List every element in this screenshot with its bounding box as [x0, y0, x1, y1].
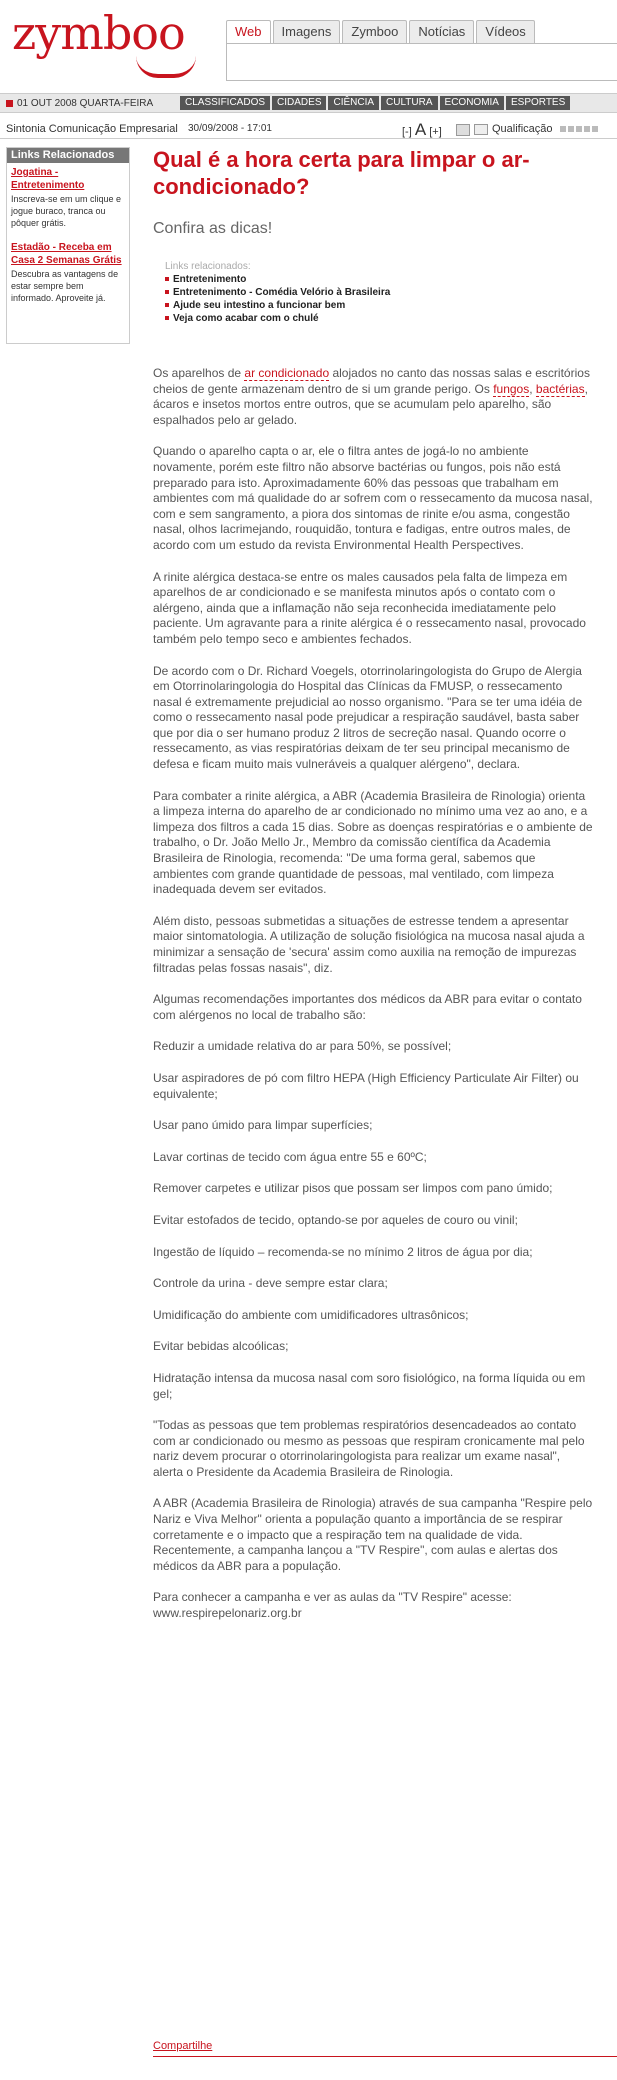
font-decrease-button[interactable]: [-]: [402, 126, 412, 138]
nav-item-cidades[interactable]: CIDADES: [272, 96, 326, 110]
article-paragraph: Para conhecer a campanha e ver as aulas da "TV Respire" acesse: www.respirepelonariz.org.br: [153, 1590, 512, 1621]
rating-star-icon[interactable]: [584, 126, 590, 132]
date-text: 01 OUT 2008 QUARTA-FEIRA: [17, 97, 154, 109]
tab-web[interactable]: Web: [226, 20, 271, 44]
bullet-icon: [6, 100, 13, 107]
nav-bar: [0, 93, 617, 113]
article-paragraph: Algumas recomendações importantes dos médicos da ABR para evitar o contato com alérgenos no local de trabalho são:: [153, 992, 582, 1022]
date-display: [0, 98, 180, 109]
text-span: , ácaros e insetos mortos entre outros, que se acumulam pelo aparelho, são espalhados pelo ar gelado.: [153, 381, 588, 427]
recommendation-item: Usar aspiradores de pó com filtro HEPA (High Efficiency Particulate Air Filter) ou equivalente;: [153, 1070, 579, 1101]
nav-item-cultura[interactable]: CULTURA: [381, 96, 437, 110]
nav-item-economia[interactable]: ECONOMIA: [440, 96, 504, 110]
article-paragraph: Para combater a rinite alérgica, a ABR (Academia Brasileira de Rinologia) orienta a limpeza interna do aparelho de ar condicionado no mínimo uma vez ao ano, e a limpeza dos filtros a cada 15 dias. Sobre as doenças respiratórias e o ambiente de trabalho, o Dr. João Mello Jr., Membro da comissão científica da Academia Brasileira de Rinologia, recomenda: "De uma forma geral, sabemos que ambientes com grande quantidade de pessoas, mal ventilado, com limpeza inadequada devem ser evitados.: [153, 788, 593, 897]
tab-imagens[interactable]: Imagens: [273, 20, 341, 43]
print-icon[interactable]: [456, 124, 470, 136]
font-size-controls: [402, 120, 442, 140]
article-paragraph: A rinite alérgica destaca-se entre os males causados pela falta de limpeza em aparelhos de ar condicionado e se manifesta minutos após o contato com o alérgeno, ainda que a inflamação não seja reconhecida imediatamente pelo paciente. Um agravante para a rinite alérgica é o ressecamento nasal, provocado também pelo tempo seco e ambientes fechados.: [153, 569, 586, 646]
recommendation-item: Ingestão de líquido – recomenda-se no mínimo 2 litros de água por dia;: [153, 1244, 533, 1259]
sidebar-header: Links Relacionados: [7, 148, 129, 163]
nav-item-ciencia[interactable]: CIÊNCIA: [328, 96, 379, 110]
nav-item-esportes[interactable]: ESPORTES: [506, 96, 570, 110]
tab-noticias[interactable]: Notícias: [409, 20, 474, 43]
article-paragraph: [153, 366, 593, 428]
sidebar-ad: [7, 238, 129, 304]
article-paragraph: Além disto, pessoas submetidas a situações de estresse tendem a apresentar maior sintomatologia. A utilização de solução fisiológica na mucosa nasal ajuda a minimizar a sensação de 'secura' assim como auxilia na remoção de impurezas filtradas pelas fossas nasais", diz.: [153, 913, 585, 975]
article-info-bar: [0, 120, 617, 139]
tab-zymboo[interactable]: Zymboo: [342, 20, 407, 43]
article-paragraph: A ABR (Academia Brasileira de Rinologia) através de sua campanha "Respire pelo Nariz e Viva Melhor" orienta a população quanto a importância de se respirar corretamente e o impacto que a respiração tem na qualidade de vida. Recentemente, a campanha lançou a "TV Respire", com aulas e alertas dos médicos da ABR para a população.: [153, 1496, 593, 1573]
rating-star-icon[interactable]: [568, 126, 574, 132]
nav-item-classificados[interactable]: CLASSIFICADOS: [180, 96, 270, 110]
keyword-link[interactable]: ar condicionado: [244, 366, 330, 380]
share-link[interactable]: Compartilhe: [153, 2040, 213, 2052]
font-size-icon: A: [414, 120, 427, 139]
text-span: ,: [529, 381, 536, 396]
text-span: Os aparelhos de: [153, 366, 245, 380]
recommendation-item: Reduzir a umidade relativa do ar para 50%, se possível;: [153, 1039, 452, 1054]
sidebar-ad-title[interactable]: Estadão - Receba em Casa 2 Semanas Grátis: [11, 242, 122, 266]
recommendation-item: Usar pano úmido para limpar superfícies;: [153, 1118, 373, 1133]
tab-videos[interactable]: Vídeos: [476, 20, 534, 43]
article-paragraph: "Todas as pessoas que tem problemas respiratórios desencadeados ao contato com ar condicionado ou mesmo as pessoas que respiram cronicamente mal pelo nariz devem procurar o otorrinolaringologista para realizar um exame nasal", alerta o Presidente da Academia Brasileira de Rinologia.: [153, 1418, 585, 1479]
article-timestamp: 30/09/2008 - 17:01: [188, 123, 272, 134]
article-paragraph: De acordo com o Dr. Richard Voegels, otorrinolaringologista do Grupo de Alergia em Otorrinolaringologia do Hospital das Clínicas da FMUSP, o ressecamento nasal é extremamente prejudicial ao nosso organismo. "Para se ter uma idéia de como o ressecamento nasal pode prejudicar a respiração saudável, basta saber que por dia o ser humano produz 2 litros de secreção nasal. Quando ocorre o ressecamento, as vias respiratórias deixam de ter seu principal mecanismo de defesa e ficam muito mais vulneráveis a qualquer alérgeno", declara.: [153, 663, 583, 772]
recommendation-item: Hidratação intensa da mucosa nasal com soro fisiológico, na forma líquida ou em gel;: [153, 1370, 586, 1401]
rating-stars[interactable]: [560, 126, 598, 132]
divider: [153, 2056, 617, 2057]
related-links-box: [165, 260, 390, 325]
email-icon[interactable]: [474, 124, 488, 135]
recommendation-item: Remover carpetes e utilizar pisos que possam ser limpos com pano úmido;: [153, 1181, 553, 1196]
keyword-link[interactable]: fungos: [493, 381, 530, 396]
related-links-label: Links relacionados:: [165, 261, 251, 272]
recommendation-item: Evitar estofados de tecido, optando-se por aqueles de couro ou vinil;: [153, 1212, 518, 1227]
recommendation-item: Lavar cortinas de tecido com água entre 55 e 60ºC;: [153, 1149, 427, 1164]
sidebar-ad-desc: Inscreva-se em um clique e jogue buraco, tranca ou pôquer grátis.: [11, 194, 122, 228]
related-link[interactable]: Veja como acabar com o chulé: [165, 312, 390, 325]
article-body: [153, 366, 593, 1622]
rating-star-icon[interactable]: [560, 126, 566, 132]
rating-star-icon[interactable]: [576, 126, 582, 132]
sidebar-ad-desc: Descubra as vantagens de estar sempre bem informado. Aproveite já.: [11, 269, 119, 303]
recommendation-item: Umidificação do ambiente com umidificadores ultrasônicos;: [153, 1307, 469, 1322]
keyword-link[interactable]: bactérias: [535, 381, 585, 396]
logo-text[interactable]: zymboo: [12, 6, 185, 60]
rating-label: Qualificação: [492, 123, 553, 135]
related-link[interactable]: Ajude seu intestino a funcionar bem: [165, 299, 390, 312]
related-link[interactable]: Entretenimento - Comédia Velório à Brasileira: [165, 286, 390, 299]
related-link[interactable]: Entretenimento: [165, 273, 390, 286]
related-links-sidebar: [6, 147, 130, 344]
article-paragraph: Quando o aparelho capta o ar, ele o filtra antes de jogá-lo no ambiente novamente, porém este filtro não absorve bactérias ou fungos, pois não está preparado para isto. Aproximadamente 60% das pessoas que trabalham em ambientes com má qualidade do ar sofrem com o ressecamento da mucosa nasal, com e sem sangramento, a piora dos sintomas de rinite e/ou asma, congestão nasal, olhos lacrimejando, rouquidão, tontura e fadigas, entre outros males, de acordo com um estudo da revista Environmental Health Perspectives.: [153, 444, 593, 552]
font-increase-button[interactable]: [+]: [429, 126, 442, 138]
text-span: alojados no canto das nossas salas e escritórios cheios de gente armazenam dentro de si um grande perigo. Os: [153, 366, 590, 396]
recommendation-item: Controle da urina - deve sempre estar clara;: [153, 1276, 388, 1291]
search-input[interactable]: [226, 43, 617, 81]
sidebar-ad-title[interactable]: Jogatina - Entretenimento: [11, 167, 85, 191]
article-subhead: Confira as dicas!: [153, 220, 273, 237]
article-headline: Qual é a hora certa para limpar o ar-condicionado?: [153, 147, 530, 199]
recommendation-item: Evitar bebidas alcoólicas;: [153, 1339, 289, 1354]
search-tabs: [226, 20, 535, 44]
rating-star-icon[interactable]: [592, 126, 598, 132]
sidebar-ad: [7, 163, 129, 229]
article-source: Sintonia Comunicação Empresarial: [6, 123, 178, 135]
logo-smile-icon: [136, 56, 196, 78]
